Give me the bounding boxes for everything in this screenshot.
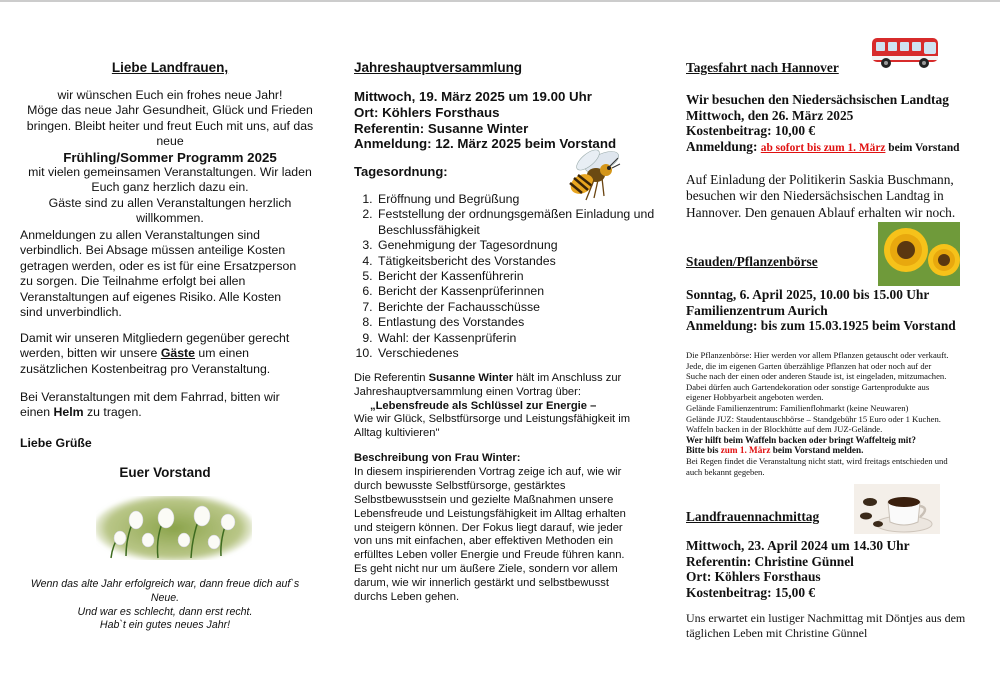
helmet-paragraph xyxy=(20,390,320,421)
trip-deadline: ab sofort bis zum 1. März xyxy=(760,141,886,154)
speaker-name: Susanne Winter xyxy=(428,372,514,384)
new-year-poem xyxy=(20,578,310,633)
detail-line: Kostenbeitrag: 10,00 € xyxy=(686,123,816,139)
text-line: werden, bitten wir unsere Gäste um einen xyxy=(20,346,250,361)
greeting-heading: Liebe Landfrauen, xyxy=(111,60,229,75)
text-line: Es geht nicht nur um äußere Ziele, sondern vor allem xyxy=(354,563,618,576)
plant-heading: Stauden/Pflanzenbörse xyxy=(686,254,818,269)
info-line: Jede, die im eigenen Garten überzählige Pflanzen hat oder noch auf der xyxy=(686,360,932,371)
afternoon-heading: Landfrauennachmittag xyxy=(686,509,820,524)
agenda-item: 5. Bericht der Kassenführerin xyxy=(376,269,656,284)
agenda-title: Tagesordnung: xyxy=(354,164,448,179)
intro-line: wir wünschen Euch ein frohes neue Jahr! xyxy=(57,88,283,102)
program-line: willkommen. xyxy=(136,211,204,226)
program-title: Frühling/Sommer Programm 2025 xyxy=(63,149,277,165)
text-line: verbindlich. Bei Absage müssen anteilige Kosten xyxy=(20,243,286,258)
agenda-item: 10. Verschiedenes xyxy=(376,346,656,361)
text-line: und steigern können. Der Fokus liegt darauf, wie jeder xyxy=(354,521,623,534)
waffle-deadline: Bitte bis zum 1. März beim Vorstand melden. xyxy=(686,445,864,456)
poem-line: Hab`t ein gutes neues Jahr! xyxy=(99,619,231,632)
detail-line: Anmeldung: bis zum 15.03.1925 beim Vorstand xyxy=(686,318,956,334)
text-line: besuchen wir den Niedersächsischen Landtag in xyxy=(686,188,944,204)
talk-description xyxy=(354,452,654,605)
agenda-item: 8. Entlastung des Vorstandes xyxy=(376,315,656,330)
text-line: Uns erwartet ein lustiger Nachmittag mit Döntjes aus dem xyxy=(686,611,966,625)
info-line: auch bekannt gegeben. xyxy=(686,466,765,477)
detail-line: Anmeldung: 12. März 2025 beim Vorstand xyxy=(354,136,617,152)
text-line: durchs Leben gehen. xyxy=(354,591,460,604)
text-line: sind unverbindlich. xyxy=(20,305,122,320)
detail-line: Sonntag, 6. April 2025, 10.00 bis 15.00 Uhr xyxy=(686,287,930,302)
poem-line: Wenn das alte Jahr erfolgreich war, dann freue dich auf`s xyxy=(30,578,300,590)
intro-text xyxy=(20,88,320,227)
afternoon-details xyxy=(686,538,982,600)
coffee-icon xyxy=(854,484,940,534)
talk-intro xyxy=(354,372,654,441)
snowdrop-icon xyxy=(96,496,252,560)
info-line: Gelände JUZ: Staudentauschbörse – Standgebühr 15 Euro oder 1 Kuchen. xyxy=(686,413,941,424)
closing-greeting: Liebe Grüße xyxy=(20,436,92,450)
intro-line: bringen. Bleibt heiter und freut Euch mit uns, auf das xyxy=(26,118,314,133)
info-line: Waffeln backen in der Blockhütte auf dem JUZ-Gelände. xyxy=(686,424,883,435)
trip-heading: Tagesfahrt nach Hannover xyxy=(686,60,839,75)
trip-details xyxy=(686,92,982,156)
intro-line: neue xyxy=(156,134,184,149)
text-line: zusätzlichen Kostenbeitrag pro Veranstaltung. xyxy=(20,361,271,376)
plant-details xyxy=(686,287,982,334)
guests-word: Gäste xyxy=(160,346,195,361)
text-line: von uns mit einfachen, aber effektiven Methoden ein xyxy=(354,535,614,548)
agenda-item: 2. Feststellung der ordnungsgemäßen Einladung und Beschlussfähigkeit xyxy=(376,207,656,238)
agenda-item: 9. Wahl: der Kassenprüferin xyxy=(376,331,656,346)
agenda-item: 4. Tätigkeitsbericht des Vorstandes xyxy=(376,254,656,269)
talk-title: „Lebensfreude als Schlüssel zur Energie – xyxy=(370,399,597,412)
meeting-details xyxy=(354,89,654,152)
agenda-item: 7. Berichte der Fachausschüsse xyxy=(376,300,656,315)
program-line: Gäste sind zu allen Veranstaltungen herzlich xyxy=(48,195,292,210)
text-line: Wie wir Glück, Selbstfürsorge und Leistungsfähigkeit im xyxy=(354,413,631,426)
poem-line: Neue. xyxy=(150,591,180,604)
agenda-item: 6. Bericht der Kassenprüferinnen xyxy=(376,284,656,299)
text-line: Jahreshauptversammlung einen Vortrag über: xyxy=(354,385,581,398)
helmet-word: Helm xyxy=(53,405,84,420)
text-line: Veranstaltungen auf eigenes Risiko. Alle Kosten xyxy=(20,289,282,304)
text-line: einen Helm zu tragen. xyxy=(20,405,142,420)
detail-line: Referentin: Christine Günnel xyxy=(686,553,854,569)
text-line: Auf Einladung der Politikerin Saskia Buschmann, xyxy=(686,172,954,187)
agenda-item: 1. Eröffnung und Begrüßung xyxy=(376,192,656,207)
signature: Euer Vorstand xyxy=(119,465,211,480)
text-line: Hannover. Den genauen Ablauf erhalten wir noch. xyxy=(686,204,956,220)
text-line: Die Referentin Susanne Winter hält im Anschluss zur xyxy=(354,372,622,384)
program-line: Euch ganz herzlich dazu ein. xyxy=(91,180,249,195)
text-line: Selbstbewusstsein und gezielte Maßnahmen unsere xyxy=(354,493,614,506)
text-line: darum, wie wir innerlich gestärkt und selbstbewusst xyxy=(354,577,609,590)
registration-paragraph xyxy=(20,228,320,320)
text-line: In diesem inspirierenden Vortrag zeige ich auf, wie wir xyxy=(354,465,622,478)
plant-info xyxy=(686,350,982,477)
agenda-list xyxy=(354,192,656,361)
meeting-heading: Jahreshauptversammlung xyxy=(354,60,523,75)
info-line: Die Pflanzenbörse: Hier werden vor allem Pflanzen getauscht oder verkauft. xyxy=(686,350,949,360)
detail-line: Ort: Köhlers Forsthaus xyxy=(686,569,821,585)
text-line: Bei Veranstaltungen mit dem Fahrrad, bitten wir xyxy=(20,390,280,404)
detail-line: Kostenbeitrag: 15,00 € xyxy=(686,584,816,600)
info-line: Bei Regen findet die Veranstaltung nicht statt, wird freitags entschieden und xyxy=(686,455,948,466)
info-line: Gelände Familienzentrum: Familienflohmarkt (keine Neuwaren) xyxy=(686,402,909,413)
text-line: Damit wir unseren Mitgliedern gegenüber gerecht xyxy=(20,331,290,345)
detail-line: Anmeldung: ab sofort bis zum 1. März beim Vorstand xyxy=(686,138,960,154)
text-line: durch bewusste Selbstfürsorge, gestärktes xyxy=(354,479,566,492)
guest-paragraph xyxy=(20,331,320,377)
info-line: Dabei dürfen auch Gartendekoration oder sonstige Gartenprodukte aus xyxy=(686,381,930,392)
text-line: Anmeldungen zu allen Veranstaltungen sind xyxy=(20,228,260,242)
trip-text xyxy=(686,172,982,221)
detail-line: Familienzentrum Aurich xyxy=(686,302,828,318)
text-line: Lebensfreude und Leistungsfähigkeit im Alltag erhalten xyxy=(354,507,626,520)
bus-icon xyxy=(870,34,942,70)
text-line: Alltag kultivieren" xyxy=(354,427,440,440)
detail-line: Mittwoch, 19. März 2025 um 19.00 Uhr xyxy=(354,89,592,104)
detail-line: Ort: Köhlers Forsthaus xyxy=(354,104,500,120)
agenda-item: 3. Genehmigung der Tagesordnung xyxy=(376,238,656,253)
page-top-edge xyxy=(0,0,1000,2)
detail-line: Mittwoch, 23. April 2024 um 14.30 Uhr xyxy=(686,538,910,553)
detail-line: Referentin: Susanne Winter xyxy=(354,120,529,136)
intro-line: Möge das neue Jahr Gesundheit, Glück und Frieden xyxy=(27,103,313,118)
text-line: täglichen Leben mit Christine Günnel xyxy=(686,626,868,640)
text-line: zu sorgen. Die Teilnahme erfolgt bei allen xyxy=(20,274,246,289)
poem-line: Und war es schlecht, dann erst recht. xyxy=(77,605,253,618)
program-line: mit vielen gemeinsamen Veranstaltungen. Wir laden xyxy=(28,165,312,180)
info-line: eigener Hobbyarbeit angeboten werden. xyxy=(686,392,824,403)
detail-line: Mittwoch, den 26. März 2025 xyxy=(686,107,854,123)
sunflower-icon xyxy=(878,222,960,286)
text-line: erfülltes Leben voller Energie und Freude führen kann. xyxy=(354,549,625,562)
description-title: Beschreibung von Frau Winter: xyxy=(354,452,521,464)
afternoon-text xyxy=(686,611,982,641)
waffle-request: Wer hilft beim Waffeln backen oder bringt Waffelteig mit? xyxy=(686,434,917,445)
detail-line: Wir besuchen den Niedersächsischen Landtag xyxy=(686,92,949,107)
info-line: Suche nach der einen oder anderen Staude ist, ist eingeladen, mitzumachen. xyxy=(686,371,947,382)
text-line: getragen werden, oder es ist für eine Ersatzperson xyxy=(20,258,297,273)
